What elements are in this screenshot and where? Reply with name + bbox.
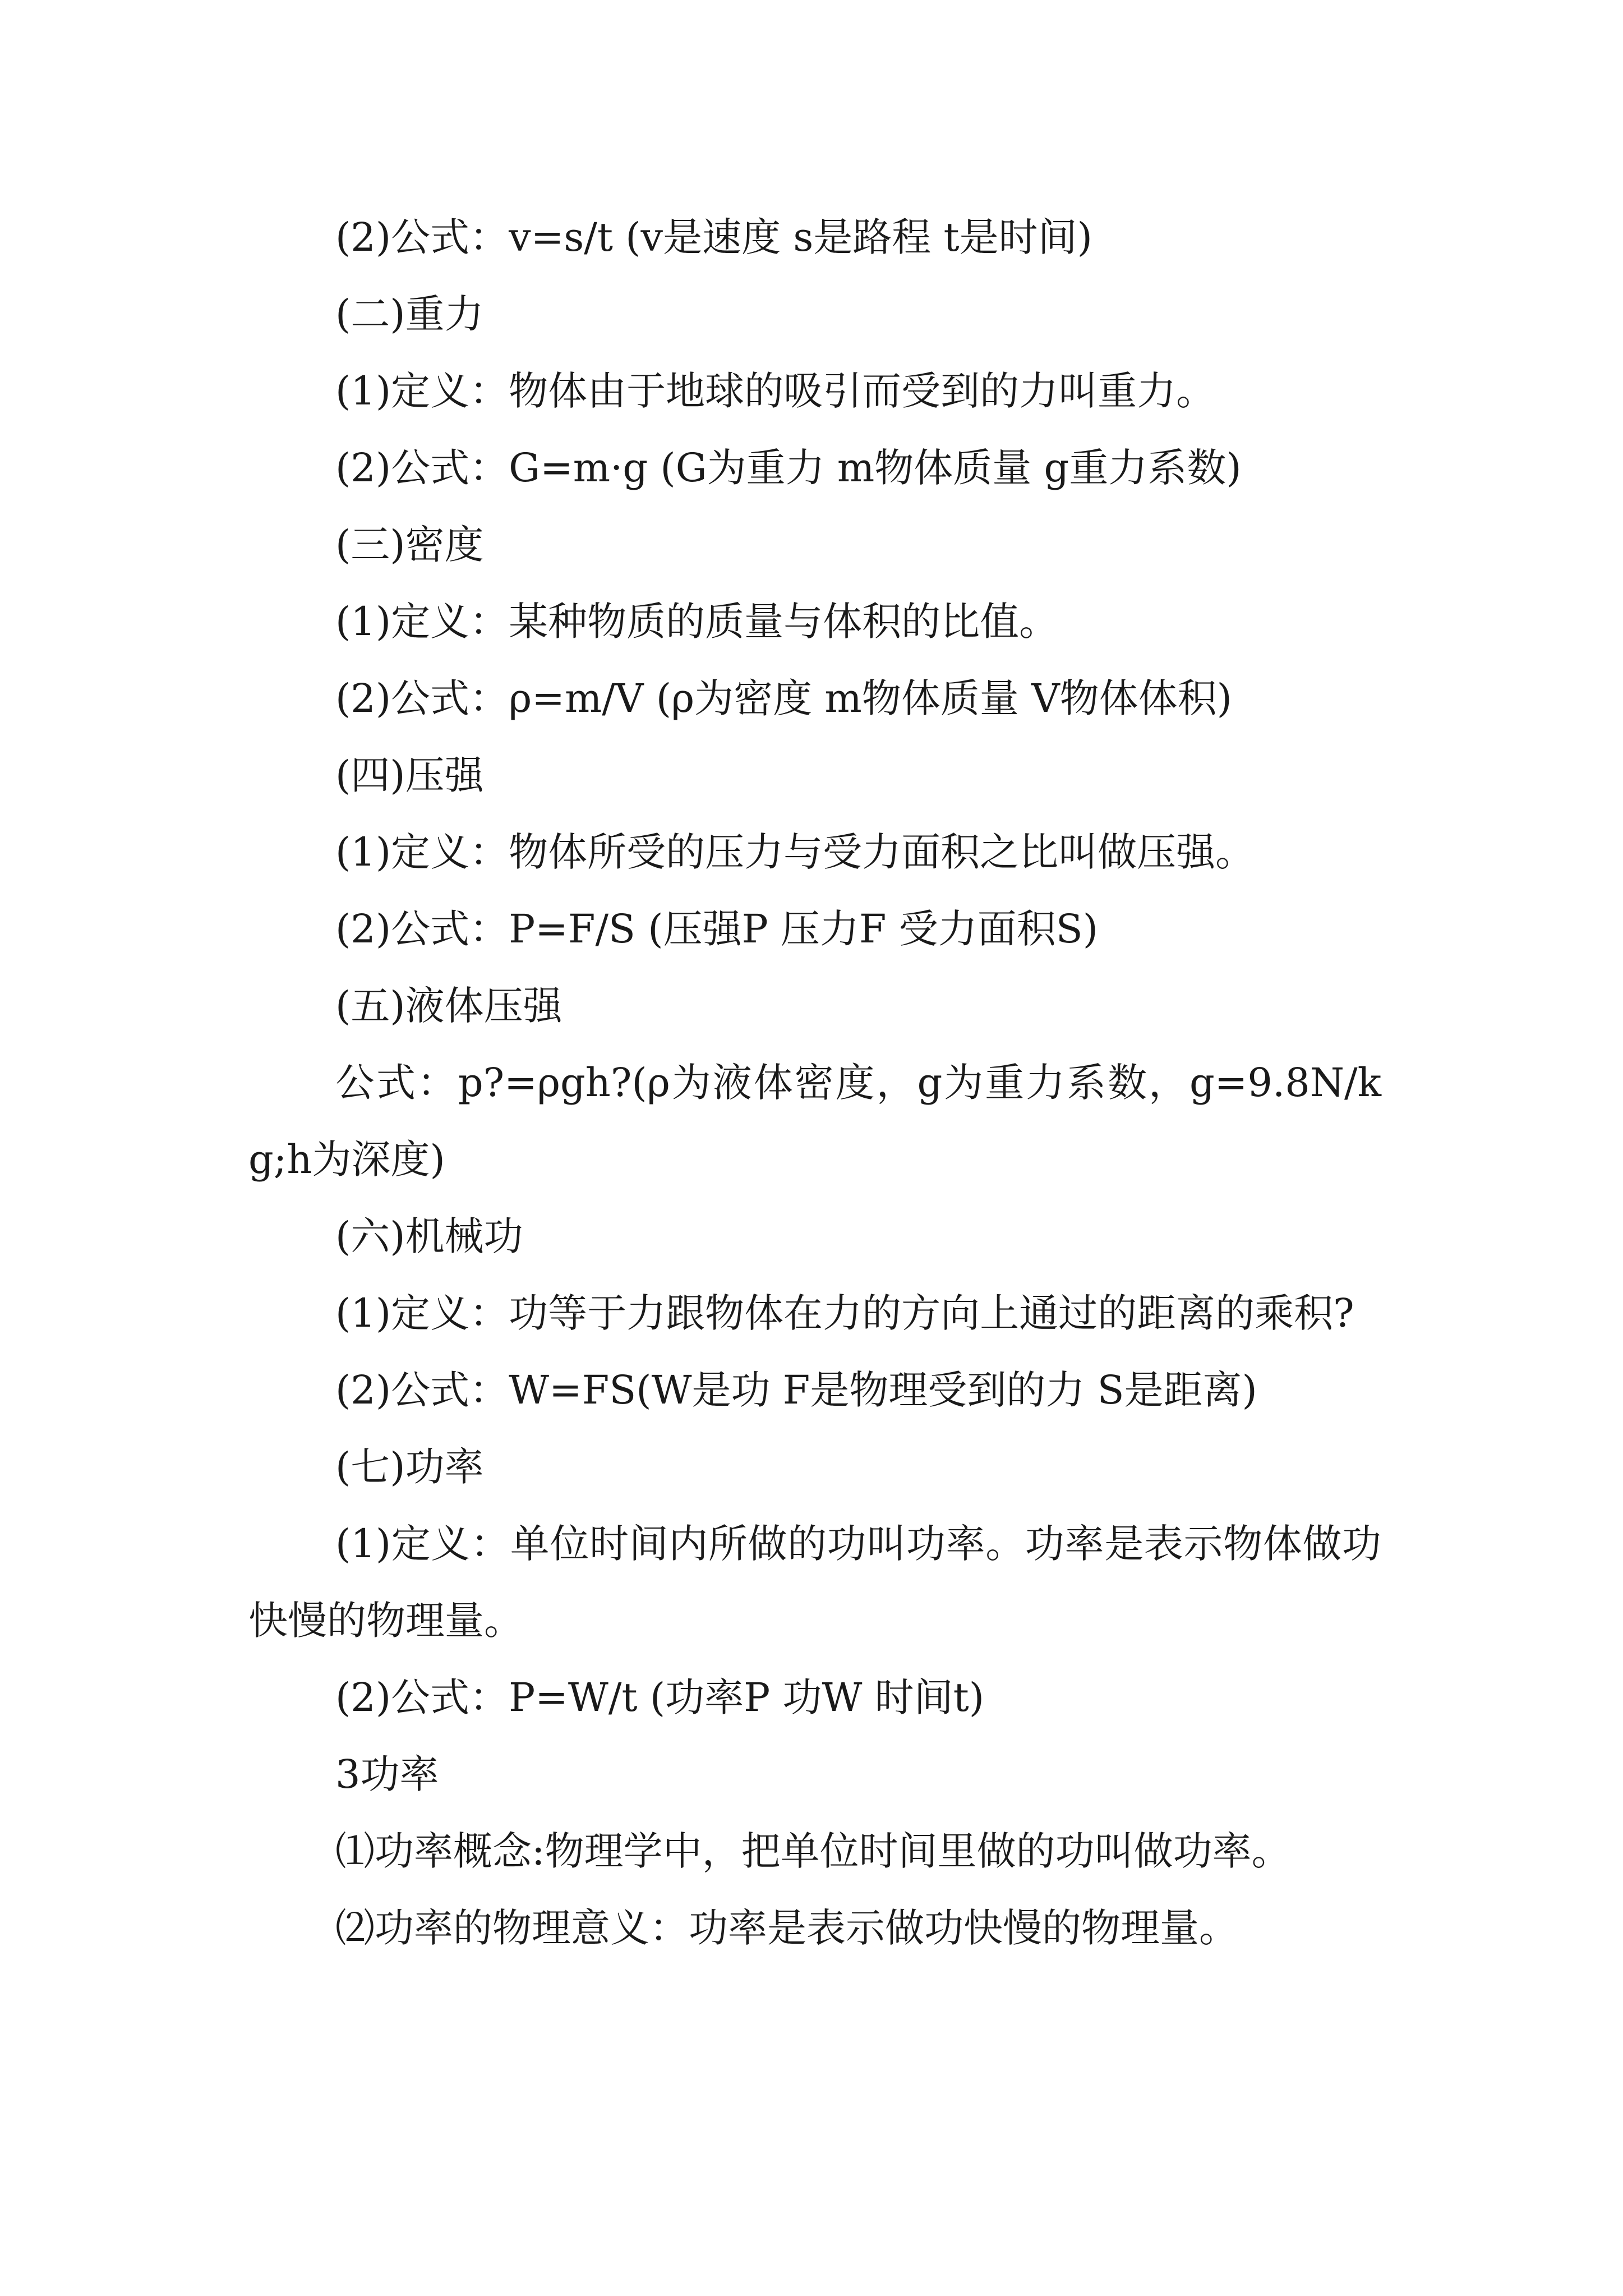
heading-mechanical-work: (六)机械功	[335, 1213, 523, 1259]
heading-gravity: (二)重力	[335, 291, 484, 337]
paragraph-pressure-definition: (1)定义：物体所受的压力与受力面积之比叫做压强。	[335, 829, 1255, 875]
paragraph-power-definition: (1)定义：单位时间内所做的功叫功率。功率是表示物体做功快慢的物理量。	[248, 1521, 1381, 1644]
heading-pressure: (四)压强	[335, 752, 484, 798]
paragraph-power-formula: (2)公式：P=W/t (功率P 功W 时间t)	[335, 1674, 985, 1720]
heading-power: (七)功率	[335, 1444, 484, 1490]
paragraph-work-definition: (1)定义：功等于力跟物体在力的方向上通过的距离的乘积?	[335, 1290, 1354, 1336]
paragraph-liquid-pressure-formula: 公式：p?=ρgh?(ρ为液体密度，g为重力系数，g=9.8N/kg;h为深度)	[248, 1060, 1381, 1182]
document-body	[248, 199, 1381, 1967]
paragraph-density-formula: (2)公式：ρ=m/V (ρ为密度 m物体质量 V物体体积)	[335, 675, 1232, 721]
paragraph-power-meaning: ⑵功率的物理意义：功率是表示做功快慢的物理量。	[335, 1905, 1238, 1951]
paragraph-speed-formula: (2)公式：v=s/t (v是速度 s是路程 t是时间)	[335, 214, 1092, 260]
paragraph-gravity-definition: (1)定义：物体由于地球的吸引而受到的力叫重力。	[335, 368, 1216, 414]
paragraph-gravity-formula: (2)公式：G=m·g (G为重力 m物体质量 g重力系数)	[335, 445, 1242, 491]
paragraph-power-concept: ⑴功率概念:物理学中，把单位时间里做的功叫做功率。	[335, 1828, 1291, 1874]
paragraph-work-formula: (2)公式：W=FS(W是功 F是物理受到的力 S是距离)	[335, 1367, 1257, 1413]
paragraph-pressure-formula: (2)公式：P=F/S (压强P 压力F 受力面积S)	[335, 906, 1099, 952]
heading-liquid-pressure: (五)液体压强	[335, 983, 562, 1029]
paragraph-density-definition: (1)定义：某种物质的质量与体积的比值。	[335, 599, 1059, 645]
heading-power-3: 3功率	[335, 1751, 439, 1797]
heading-density: (三)密度	[335, 522, 484, 568]
